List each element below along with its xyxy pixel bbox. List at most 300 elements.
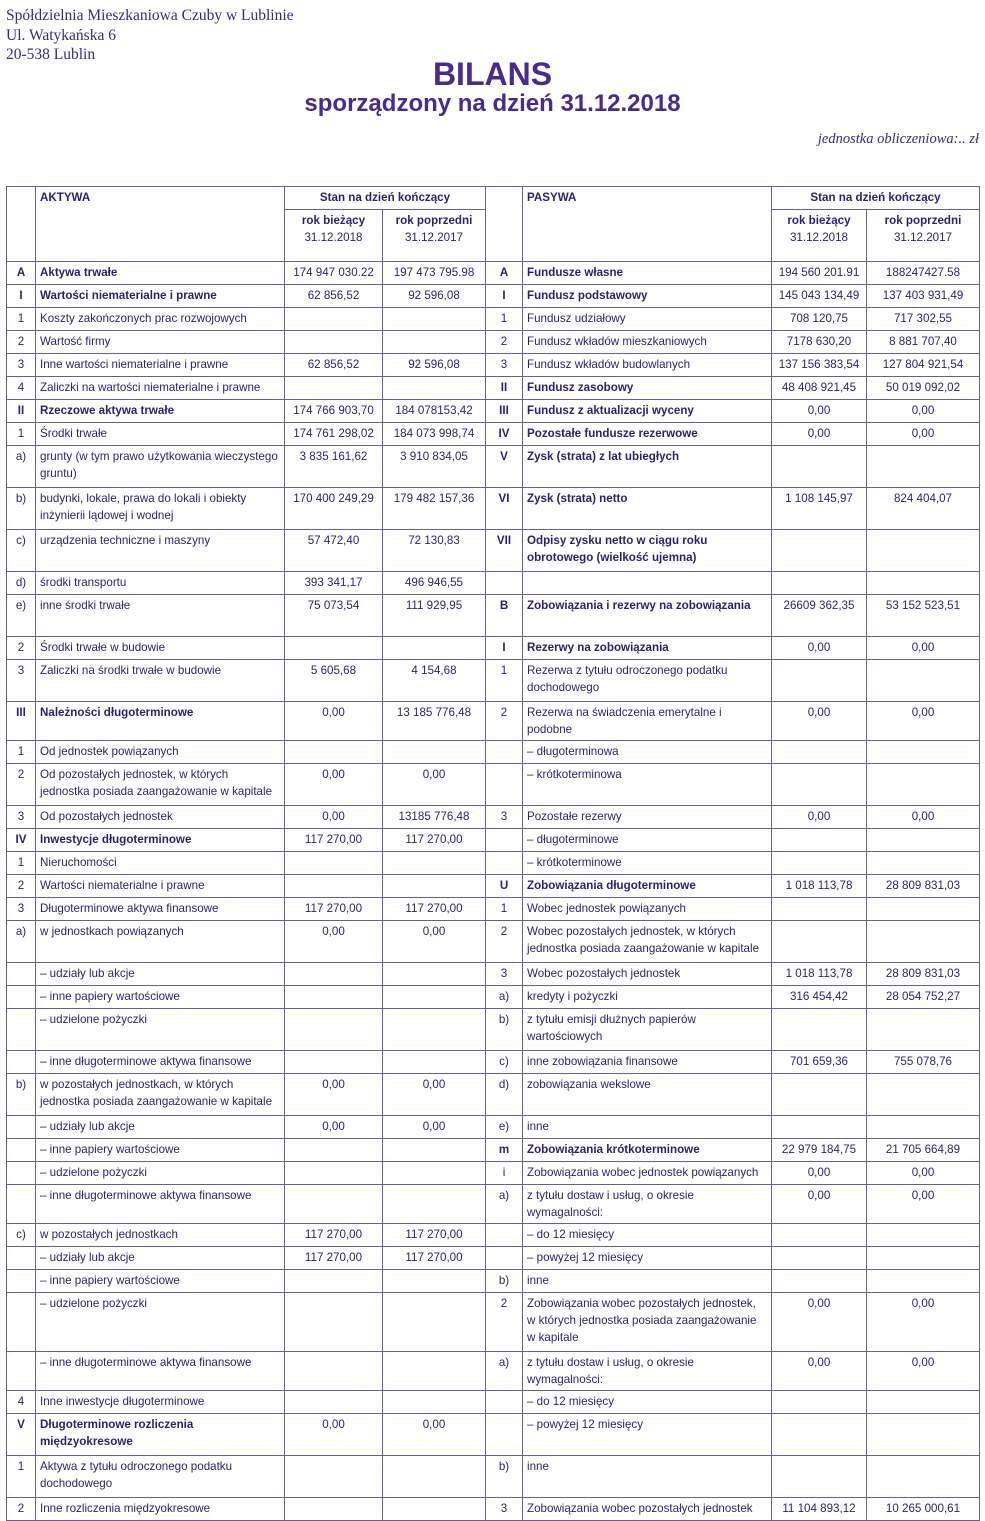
pasywa-label: Wobec pozostałych jednostek [523,963,772,986]
pasywa-key: 2 [486,702,523,741]
pasywa-label: – powyżej 12 miesięcy [523,1414,772,1456]
table-row [7,262,980,285]
pasywa-key: c) [486,1051,523,1074]
aktywa-label: – udziały lub akcje [36,963,285,986]
pasywa-previous-value: 28 809 831,03 [867,875,980,898]
aktywa-current-value: 0,00 [285,806,383,829]
aktywa-key: III [7,702,36,741]
aktywa-label: – udziały lub akcje [36,1247,285,1270]
aktywa-label: Zaliczki na środki trwałe w budowie [36,660,285,702]
pasywa-previous-value: 53 152 523,51 [867,595,980,637]
aktywa-previous-value: 0,00 [383,764,486,806]
pasywa-current-value: 1 018 113,78 [772,963,867,986]
pasywa-current-value: 708 120,75 [772,308,867,331]
header-empty-right [486,187,523,262]
header-pasywa: PASYWA [523,187,772,262]
aktywa-previous-value: 0,00 [383,1116,486,1139]
aktywa-current-value [285,637,383,660]
aktywa-label: Środki trwałe w budowie [36,637,285,660]
header-stan-left: Stan na dzień kończący [285,187,486,210]
pasywa-key [486,764,523,806]
pasywa-key: b) [486,1456,523,1498]
pasywa-key: VI [486,488,523,530]
aktywa-current-value: 117 270,00 [285,898,383,921]
pasywa-label: Rezerwa z tytułu odroczonego podatku dochodowego [523,660,772,702]
pasywa-label: z tytułu dostaw i usług, o okresie wymagalności: [523,1185,772,1224]
pasywa-label: z tytułu emisji dłużnych papierów wartościowych [523,1009,772,1051]
pasywa-key: 1 [486,308,523,331]
aktywa-label: Koszty zakończonych prac rozwojowych [36,308,285,331]
pasywa-label: Odpisy zysku netto w ciągu roku obrotowego (wielkość ujemna) [523,530,772,572]
aktywa-previous-value [383,1139,486,1162]
pasywa-previous-value: 188247427.58 [867,262,980,285]
table-row [7,702,980,741]
aktywa-key [7,986,36,1009]
pasywa-previous-value: 10 265 000,61 [867,1498,980,1521]
pasywa-previous-value: 824 404,07 [867,488,980,530]
pasywa-key: a) [486,1185,523,1224]
table-row [7,285,980,308]
pasywa-previous-value [867,921,980,963]
pasywa-previous-value [867,1009,980,1051]
aktywa-label: Należności długoterminowe [36,702,285,741]
aktywa-previous-value [383,875,486,898]
aktywa-current-value [285,1139,383,1162]
aktywa-current-value: 0,00 [285,764,383,806]
aktywa-current-value [285,852,383,875]
aktywa-previous-value [383,1352,486,1391]
aktywa-key [7,1051,36,1074]
pasywa-current-value [772,1414,867,1456]
pasywa-current-value [772,1391,867,1414]
aktywa-key: 2 [7,1498,36,1521]
pasywa-current-value: 0,00 [772,1293,867,1352]
pasywa-previous-value: 717 302,55 [867,308,980,331]
calculation-unit: jednostka obliczeniowa:.. zł [817,131,979,147]
balance-sheet-table [6,186,980,1521]
aktywa-previous-value: 117 270,00 [383,1224,486,1247]
aktywa-label: – udziały lub akcje [36,1116,285,1139]
pasywa-previous-value [867,898,980,921]
aktywa-current-value [285,1498,383,1521]
pasywa-key: b) [486,1270,523,1293]
aktywa-key: 1 [7,308,36,331]
aktywa-previous-value: 13185 776,48 [383,806,486,829]
header-stan-right: Stan na dzień kończący [772,187,980,210]
pasywa-previous-value: 0,00 [867,702,980,741]
pasywa-previous-value: 0,00 [867,1162,980,1185]
aktywa-previous-value: 0,00 [383,1074,486,1116]
aktywa-current-value: 57 472,40 [285,530,383,572]
aktywa-key: I [7,285,36,308]
pasywa-current-value [772,1009,867,1051]
header-col-biezacy-right: rok bieżący 31.12.2018 [772,210,867,262]
aktywa-label: Długoterminowe aktywa finansowe [36,898,285,921]
aktywa-current-value [285,308,383,331]
aktywa-label: Aktywa z tytułu odroczonego podatku dochodowego [36,1456,285,1498]
pasywa-label: inne [523,1456,772,1498]
aktywa-current-value [285,1185,383,1224]
aktywa-label: Od jednostek powiązanych [36,741,285,764]
aktywa-previous-value [383,308,486,331]
aktywa-current-value [285,986,383,1009]
pasywa-label: Rezerwy na zobowiązania [523,637,772,660]
aktywa-current-value [285,1352,383,1391]
pasywa-key [486,852,523,875]
table-row [7,741,980,764]
pasywa-key [486,572,523,595]
aktywa-label: – inne papiery wartościowe [36,1139,285,1162]
aktywa-current-value: 0,00 [285,702,383,741]
table-row [7,1293,980,1352]
pasywa-key: 3 [486,1498,523,1521]
aktywa-label: Nieruchomości [36,852,285,875]
table-row [7,377,980,400]
pasywa-key: III [486,400,523,423]
pasywa-key: 2 [486,331,523,354]
pasywa-label: inne [523,1116,772,1139]
aktywa-label: w pozostałych jednostkach [36,1224,285,1247]
aktywa-label: Długoterminowe rozliczenia międzyokresowe [36,1414,285,1456]
table-row [7,660,980,702]
aktywa-label: budynki, lokale, prawa do lokali i obiekty inżynierii lądowej i wodnej [36,488,285,530]
aktywa-key [7,963,36,986]
pasywa-current-value: 48 408 921,45 [772,377,867,400]
pasywa-previous-value: 50 019 092,02 [867,377,980,400]
aktywa-previous-value: 111 929,95 [383,595,486,637]
aktywa-key [7,1270,36,1293]
pasywa-key: 3 [486,963,523,986]
aktywa-previous-value [383,1498,486,1521]
pasywa-current-value [772,1074,867,1116]
aktywa-label: Od pozostałych jednostek, w których jednostka posiada zaangażowanie w kapitale [36,764,285,806]
pasywa-label: Zysk (strata) z lat ubiegłych [523,446,772,488]
pasywa-key: I [486,637,523,660]
pasywa-current-value [772,898,867,921]
pasywa-previous-value [867,1074,980,1116]
pasywa-label: Fundusz wkładów budowlanych [523,354,772,377]
org-street: Ul. Watykańska 6 [6,26,116,44]
aktywa-current-value: 174 761 298,02 [285,423,383,446]
aktywa-current-value: 174 766 903,70 [285,400,383,423]
pasywa-key [486,1391,523,1414]
aktywa-current-value [285,741,383,764]
pasywa-label: Fundusze własne [523,262,772,285]
pasywa-label: Fundusz udziałowy [523,308,772,331]
aktywa-key: II [7,400,36,423]
pasywa-previous-value: 0,00 [867,637,980,660]
aktywa-label: – inne długoterminowe aktywa finansowe [36,1051,285,1074]
org-city: 20-538 Lublin [6,46,96,63]
header-empty-left [7,187,36,262]
pasywa-current-value: 316 454,42 [772,986,867,1009]
header-col-poprzedni-left: rok poprzedni 31.12.2017 [383,210,486,262]
document-title: BILANS [432,56,553,92]
pasywa-current-value [772,1270,867,1293]
pasywa-previous-value [867,1116,980,1139]
aktywa-previous-value [383,1051,486,1074]
pasywa-current-value [772,660,867,702]
aktywa-key [7,1116,36,1139]
aktywa-previous-value [383,963,486,986]
aktywa-label: – udzielone pożyczki [36,1162,285,1185]
pasywa-previous-value: 0,00 [867,1293,980,1352]
pasywa-label: Zobowiązania krótkoterminowe [523,1139,772,1162]
aktywa-key: d) [7,572,36,595]
pasywa-label: – do 12 miesięcy [523,1224,772,1247]
table-row [7,898,980,921]
aktywa-key: 1 [7,1456,36,1498]
pasywa-key: b) [486,1009,523,1051]
pasywa-previous-value: 21 705 664,89 [867,1139,980,1162]
pasywa-label: Wobec jednostek powiązanych [523,898,772,921]
table-row [7,1051,980,1074]
pasywa-label: Zysk (strata) netto [523,488,772,530]
table-row [7,1116,980,1139]
aktywa-key: c) [7,530,36,572]
pasywa-current-value: 0,00 [772,1185,867,1224]
pasywa-current-value [772,829,867,852]
table-row [7,637,980,660]
pasywa-key: V [486,446,523,488]
aktywa-previous-value [383,331,486,354]
aktywa-current-value: 117 270,00 [285,1224,383,1247]
pasywa-key: 3 [486,806,523,829]
table-row [7,530,980,572]
table-row [7,829,980,852]
aktywa-current-value: 0,00 [285,921,383,963]
aktywa-previous-value: 72 130,83 [383,530,486,572]
aktywa-key: b) [7,1074,36,1116]
pasywa-current-value: 145 043 134,49 [772,285,867,308]
aktywa-previous-value: 0,00 [383,921,486,963]
pasywa-previous-value: 0,00 [867,400,980,423]
aktywa-label: Środki trwałe [36,423,285,446]
aktywa-key [7,1352,36,1391]
pasywa-previous-value: 755 078,76 [867,1051,980,1074]
org-name: Spółdzielnia Mieszkaniowa Czuby w Lublinie [6,7,294,24]
table-row [7,764,980,806]
aktywa-previous-value: 184 073 998,74 [383,423,486,446]
pasywa-label: Fundusz podstawowy [523,285,772,308]
table-row [7,1352,980,1391]
aktywa-key: 1 [7,741,36,764]
aktywa-previous-value: 117 270,00 [383,1247,486,1270]
pasywa-label: Zobowiązania i rezerwy na zobowiązania [523,595,772,637]
aktywa-label: Wartości niematerialne i prawne [36,875,285,898]
pasywa-label: – krótkoterminowe [523,852,772,875]
pasywa-key: i [486,1162,523,1185]
aktywa-current-value: 0,00 [285,1414,383,1456]
pasywa-label [523,572,772,595]
aktywa-current-value [285,331,383,354]
aktywa-label: – udzielone pożyczki [36,1293,285,1352]
aktywa-label: – inne długoterminowe aktywa finansowe [36,1185,285,1224]
pasywa-current-value: 26609 362,35 [772,595,867,637]
pasywa-label: Zobowiązania wobec jednostek powiązanych [523,1162,772,1185]
aktywa-key: 2 [7,331,36,354]
aktywa-label: w jednostkach powiązanych [36,921,285,963]
aktywa-previous-value: 496 946,55 [383,572,486,595]
aktywa-current-value [285,1009,383,1051]
aktywa-current-value [285,1162,383,1185]
aktywa-current-value: 170 400 249,29 [285,488,383,530]
pasywa-key: I [486,285,523,308]
table-row [7,875,980,898]
table-row [7,354,980,377]
aktywa-label: Inne wartości niematerialne i prawne [36,354,285,377]
pasywa-previous-value [867,764,980,806]
pasywa-label: Zobowiązania wobec pozostałych jednostek [523,1498,772,1521]
pasywa-key: VII [486,530,523,572]
table-row [7,331,980,354]
aktywa-previous-value: 184 078153,42 [383,400,486,423]
aktywa-label: Wartości niematerialne i prawne [36,285,285,308]
pasywa-label: kredyty i pożyczki [523,986,772,1009]
aktywa-key: IV [7,829,36,852]
aktywa-current-value: 0,00 [285,1074,383,1116]
pasywa-label: Fundusz z aktualizacji wyceny [523,400,772,423]
aktywa-current-value: 3 835 161,62 [285,446,383,488]
pasywa-label: zobowiązania wekslowe [523,1074,772,1116]
pasywa-key: U [486,875,523,898]
aktywa-previous-value: 13 185 776,48 [383,702,486,741]
pasywa-current-value [772,921,867,963]
pasywa-previous-value [867,446,980,488]
pasywa-key: 1 [486,660,523,702]
aktywa-previous-value: 92 596,08 [383,354,486,377]
aktywa-current-value: 0,00 [285,1116,383,1139]
pasywa-key: IV [486,423,523,446]
table-row [7,1391,980,1414]
aktywa-label: Inne inwestycje długoterminowe [36,1391,285,1414]
pasywa-current-value: 0,00 [772,423,867,446]
aktywa-key: A [7,262,36,285]
aktywa-previous-value [383,1391,486,1414]
table-row [7,852,980,875]
pasywa-current-value [772,446,867,488]
aktywa-key: 2 [7,764,36,806]
pasywa-current-value [772,530,867,572]
pasywa-label: – krótkoterminowa [523,764,772,806]
aktywa-label: urządzenia techniczne i maszyny [36,530,285,572]
aktywa-label: Wartość firmy [36,331,285,354]
aktywa-key: 4 [7,377,36,400]
aktywa-previous-value [383,1009,486,1051]
aktywa-key: 3 [7,354,36,377]
pasywa-previous-value: 0,00 [867,1352,980,1391]
aktywa-previous-value [383,1185,486,1224]
pasywa-key [486,1224,523,1247]
aktywa-key: 3 [7,806,36,829]
aktywa-label: – udzielone pożyczki [36,1009,285,1051]
table-row [7,1247,980,1270]
aktywa-previous-value: 117 270,00 [383,898,486,921]
table-row [7,308,980,331]
table-row [7,1498,980,1521]
aktywa-key: 4 [7,1391,36,1414]
aktywa-current-value: 117 270,00 [285,1247,383,1270]
aktywa-key [7,1162,36,1185]
pasywa-current-value: 0,00 [772,1352,867,1391]
aktywa-previous-value: 4 154,68 [383,660,486,702]
table-row [7,1224,980,1247]
pasywa-label: – do 12 miesięcy [523,1391,772,1414]
pasywa-current-value [772,1247,867,1270]
aktywa-previous-value [383,741,486,764]
table-row [7,1162,980,1185]
pasywa-previous-value: 0,00 [867,1185,980,1224]
pasywa-previous-value [867,1224,980,1247]
aktywa-key: 1 [7,423,36,446]
table-row [7,1009,980,1051]
pasywa-key [486,829,523,852]
aktywa-key: a) [7,921,36,963]
table-row [7,1414,980,1456]
aktywa-label: grunty (w tym prawo użytkowania wieczystego gruntu) [36,446,285,488]
aktywa-previous-value: 117 270,00 [383,829,486,852]
aktywa-key: 3 [7,898,36,921]
aktywa-current-value: 174 947 030.22 [285,262,383,285]
pasywa-key [486,741,523,764]
aktywa-label: Inwestycje długoterminowe [36,829,285,852]
pasywa-key: a) [486,986,523,1009]
pasywa-current-value: 11 104 893,12 [772,1498,867,1521]
pasywa-label: – powyżej 12 miesięcy [523,1247,772,1270]
aktywa-previous-value [383,377,486,400]
table-row [7,1185,980,1224]
aktywa-current-value: 393 341,17 [285,572,383,595]
table-row [7,400,980,423]
aktywa-label: Aktywa trwałe [36,262,285,285]
pasywa-previous-value: 137 403 931,49 [867,285,980,308]
aktywa-label: Rzeczowe aktywa trwałe [36,400,285,423]
pasywa-key: 3 [486,354,523,377]
header-aktywa: AKTYWA [36,187,285,262]
pasywa-label: Fundusz wkładów mieszkaniowych [523,331,772,354]
aktywa-label: – inne papiery wartościowe [36,986,285,1009]
pasywa-label: Zobowiązania wobec pozostałych jednostek, w których jednostka posiada zaangażowanie w kapitale [523,1293,772,1352]
pasywa-key: 2 [486,921,523,963]
aktywa-previous-value [383,852,486,875]
aktywa-previous-value: 197 473 795.98 [383,262,486,285]
pasywa-label: – długoterminowe [523,829,772,852]
aktywa-previous-value [383,986,486,1009]
pasywa-current-value: 7178 630,20 [772,331,867,354]
aktywa-key [7,1293,36,1352]
aktywa-key: b) [7,488,36,530]
pasywa-current-value [772,741,867,764]
pasywa-key: m [486,1139,523,1162]
pasywa-current-value: 0,00 [772,702,867,741]
pasywa-current-value: 1 108 145,97 [772,488,867,530]
pasywa-previous-value [867,660,980,702]
pasywa-key: 2 [486,1293,523,1352]
pasywa-label: Wobec pozostałych jednostek, w których jednostka posiada zaangażowanie w kapitale [523,921,772,963]
pasywa-previous-value: 0,00 [867,806,980,829]
aktywa-previous-value: 3 910 834,05 [383,446,486,488]
pasywa-previous-value [867,1270,980,1293]
aktywa-key [7,1139,36,1162]
table-row [7,423,980,446]
aktywa-key: e) [7,595,36,637]
pasywa-key [486,1414,523,1456]
aktywa-current-value [285,377,383,400]
pasywa-current-value: 0,00 [772,1162,867,1185]
pasywa-previous-value [867,1247,980,1270]
pasywa-key: II [486,377,523,400]
aktywa-key: V [7,1414,36,1456]
